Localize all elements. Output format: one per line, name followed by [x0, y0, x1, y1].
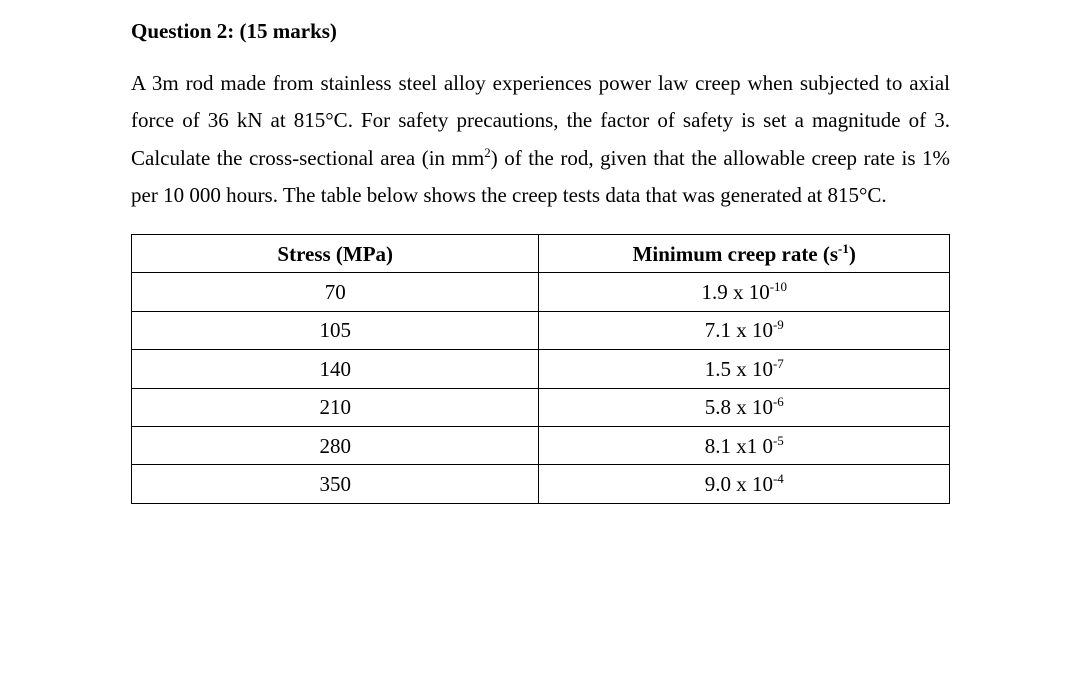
creep-rate-exponent: -9	[772, 317, 784, 333]
creep-rate-cell	[539, 350, 950, 388]
stress-cell: 210	[132, 388, 539, 426]
stress-cell: 280	[132, 426, 539, 464]
paragraph-line-3	[131, 140, 950, 177]
question-heading: Question 2: (15 marks)	[131, 19, 337, 43]
table-row	[132, 350, 950, 388]
stress-cell: 105	[132, 311, 539, 349]
header-stress: Stress (MPa)	[132, 235, 539, 273]
table-header-row	[132, 235, 950, 273]
creep-rate-cell	[539, 388, 950, 426]
creep-rate-exponent: -7	[772, 355, 784, 371]
creep-rate-mantissa: 5.8 x 10	[704, 395, 773, 420]
paragraph-line-3-start: Calculate the cross-sectional area (in mm	[131, 145, 485, 170]
creep-rate-mantissa: 7.1 x 10	[704, 318, 773, 343]
paragraph-line-3-end: ) of the rod, given that the allowable creep rate is 1%	[490, 145, 950, 170]
creep-rate-exponent: -4	[772, 471, 784, 487]
creep-rate-cell	[539, 311, 950, 349]
header-creep-rate-superscript: -1	[838, 240, 849, 256]
creep-rate-mantissa: 1.9 x 10	[701, 280, 770, 305]
table-row	[132, 273, 950, 311]
table-row	[132, 311, 950, 349]
creep-rate-cell	[539, 426, 950, 464]
creep-data-table	[131, 234, 950, 504]
table-row	[132, 388, 950, 426]
paragraph-line-4: per 10 000 hours. The table below shows the creep tests data that was generated at 815°C.	[131, 183, 887, 208]
table-row	[132, 426, 950, 464]
creep-rate-cell	[539, 273, 950, 311]
question-paragraph	[131, 65, 950, 215]
creep-rate-exponent: -10	[769, 279, 788, 295]
paragraph-line-2: force of 36 kN at 815°C. For safety precautions, the factor of safety is set a magnitude of 3.	[131, 108, 950, 133]
header-creep-rate-label: Minimum creep rate (s	[632, 241, 839, 266]
creep-rate-mantissa: 1.5 x 10	[704, 356, 773, 381]
creep-rate-exponent: -6	[772, 394, 784, 410]
header-creep-rate	[539, 235, 950, 273]
mm-squared-superscript: 2	[484, 144, 491, 160]
stress-cell: 140	[132, 350, 539, 388]
header-creep-rate-close: )	[848, 241, 856, 266]
creep-rate-cell	[539, 465, 950, 503]
creep-rate-mantissa: 9.0 x 10	[704, 472, 773, 497]
stress-cell: 70	[132, 273, 539, 311]
creep-rate-exponent: -5	[772, 432, 784, 448]
table-row	[132, 465, 950, 503]
paragraph-line-1: A 3m rod made from stainless steel alloy experiences power law creep when subjected to axial	[131, 71, 950, 95]
creep-rate-mantissa: 8.1 x1 0	[704, 433, 773, 458]
stress-cell: 350	[132, 465, 539, 503]
